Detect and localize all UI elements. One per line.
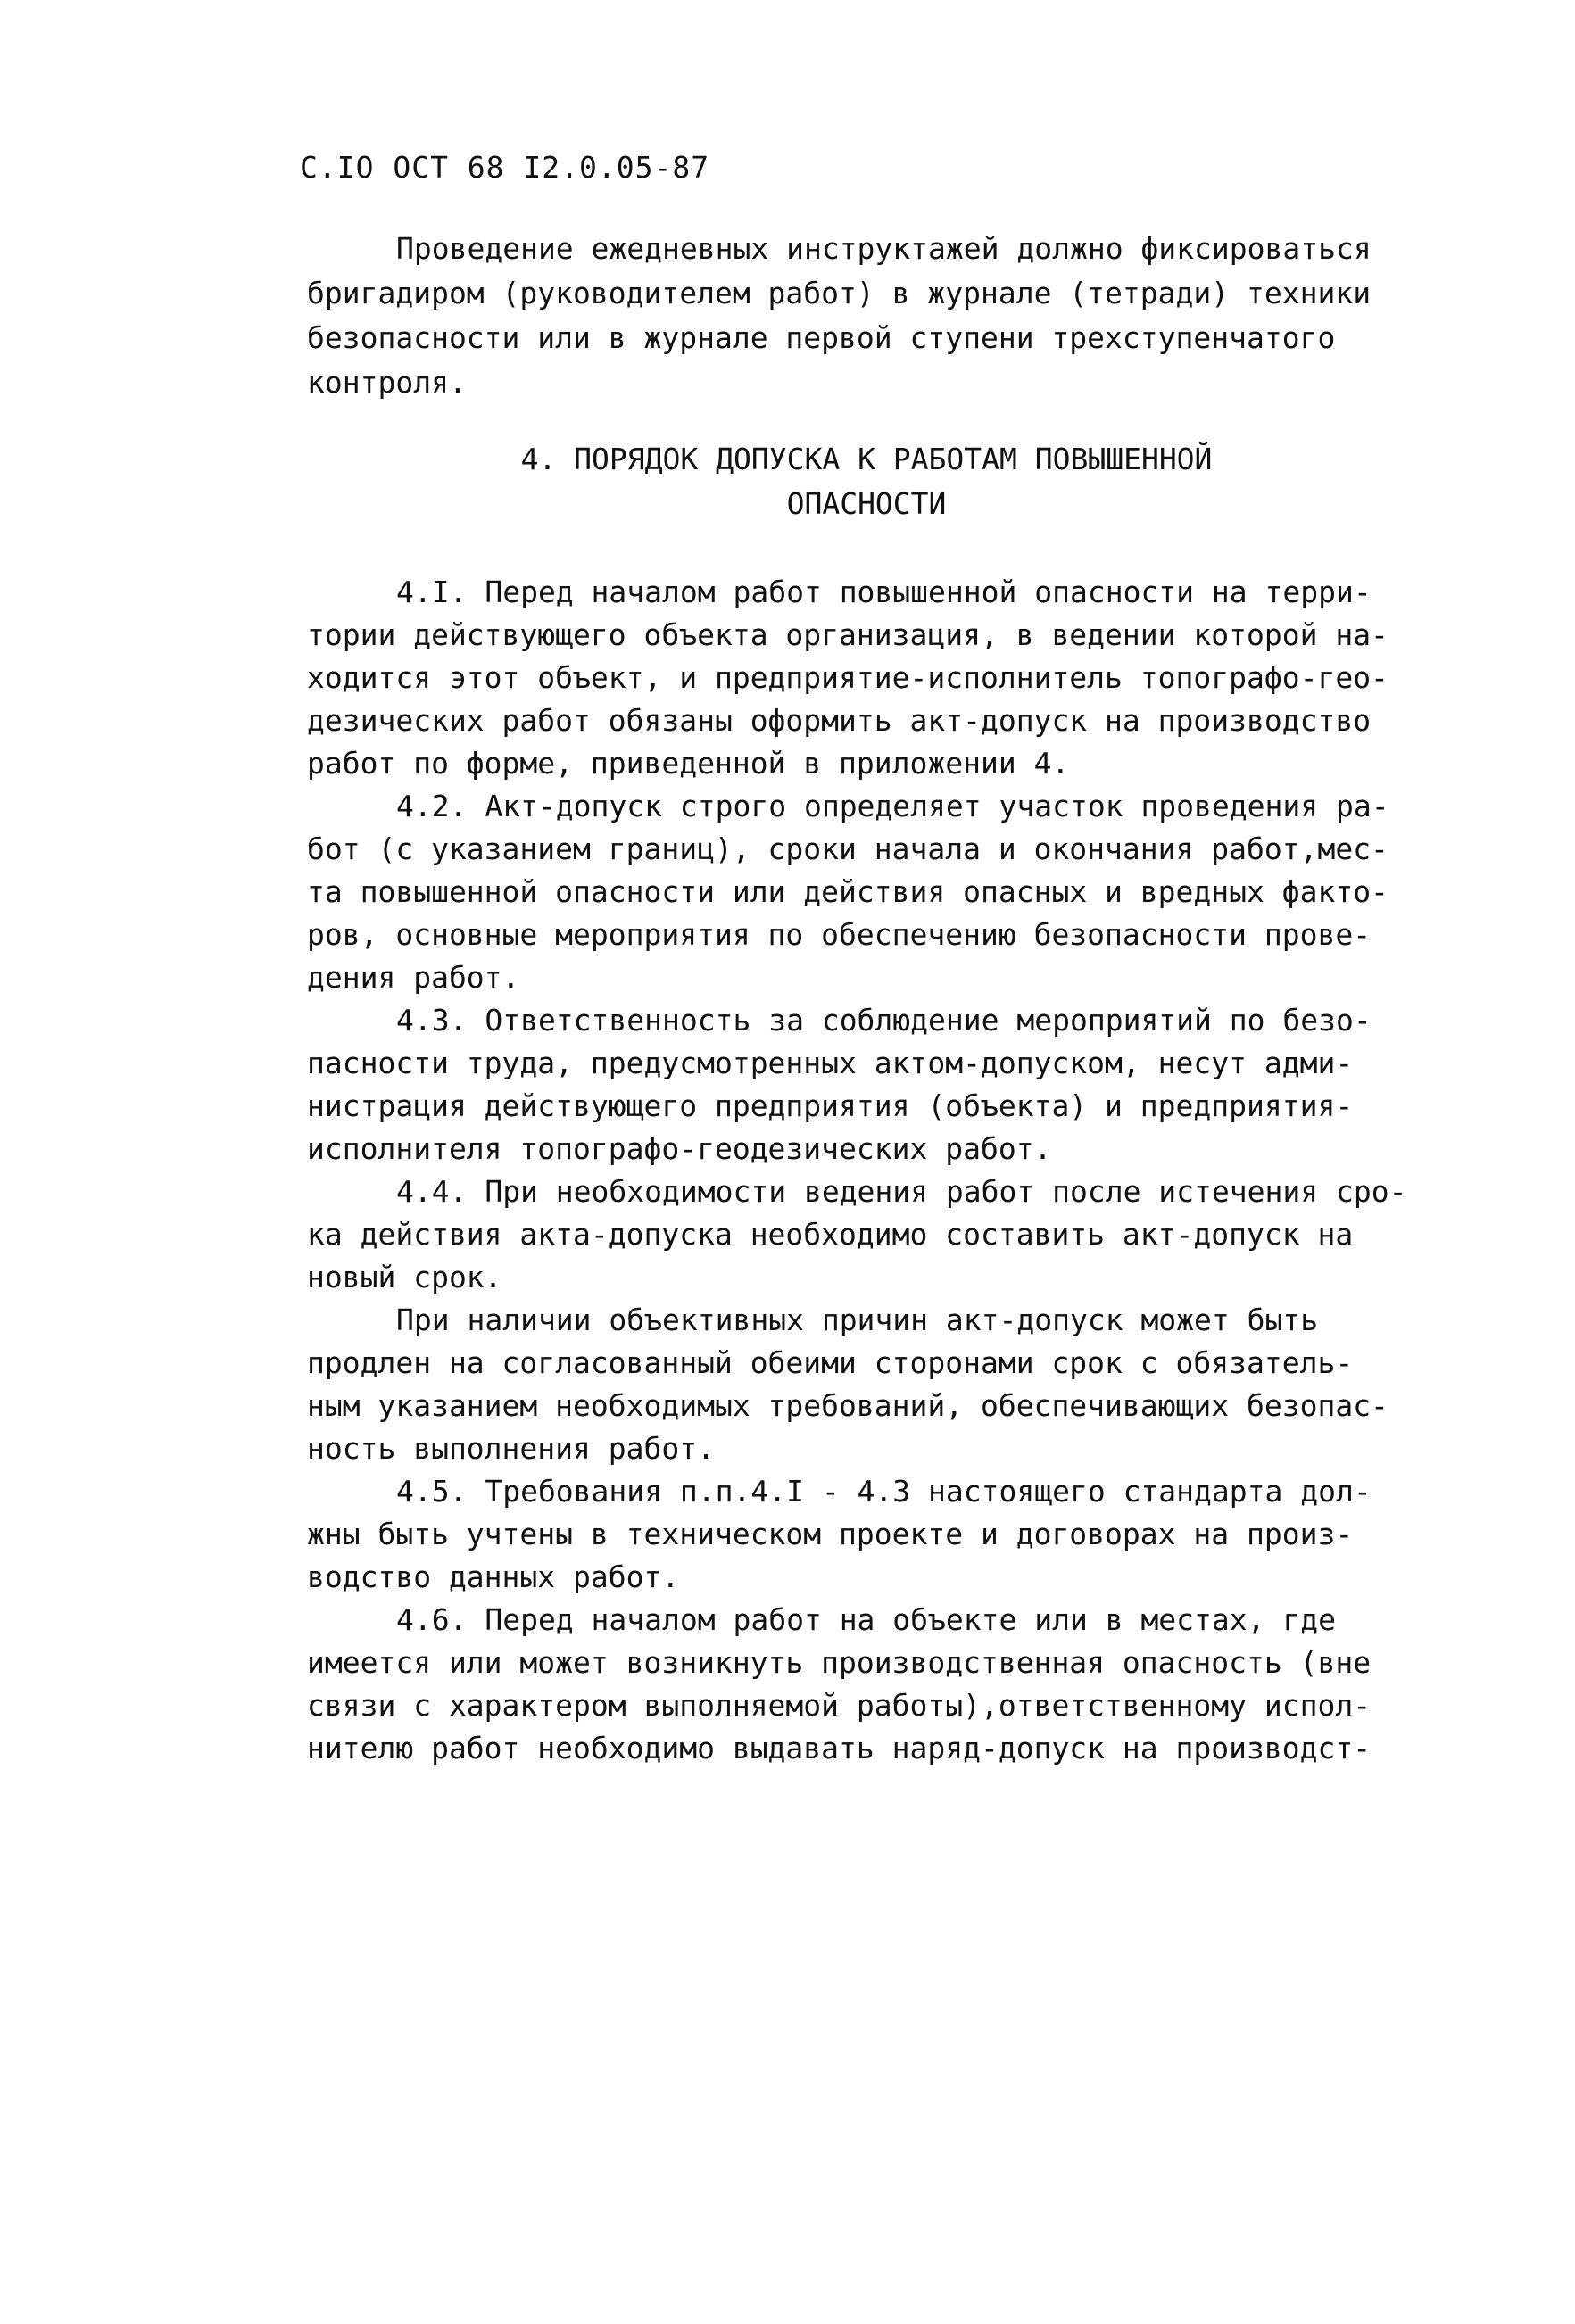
text-line: 4.3. Ответственность за соблюдение мероприятий по безо- bbox=[396, 1003, 1372, 1038]
text-line: пасности труда, предусмотренных актом-допуском, несут адми- bbox=[307, 1046, 1354, 1080]
page-header: С.IO ОСТ 68 I2.0.05-87 bbox=[300, 150, 710, 185]
text-line: бот (с указанием границ), сроки начала и окончания работ,мес- bbox=[307, 831, 1388, 866]
text-line: имеется или может возникнуть производственная опасность (вне bbox=[307, 1645, 1372, 1680]
text-line: 4.6. Перед началом работ на объекте или в местах, где bbox=[396, 1602, 1336, 1637]
section-title-line: 4. ПОРЯДОК ДОПУСКА К РАБОТАМ ПОВЫШЕННОЙ bbox=[520, 442, 1213, 476]
text-line: тории действующего объекта организация, в ведении которой на- bbox=[307, 617, 1388, 652]
text-line: дения работ. bbox=[307, 960, 520, 995]
section-title bbox=[300, 437, 1433, 526]
text-line: та повышенной опасности или действия опасных и вредных факто- bbox=[307, 874, 1388, 909]
text-line: При наличии объективных причин акт-допуск может быть bbox=[396, 1303, 1319, 1337]
text-line: 4.4. При необходимости ведения работ после истечения сро- bbox=[396, 1174, 1407, 1209]
text-line: ным указанием необходимых требований, обеспечивающих безопас- bbox=[307, 1388, 1388, 1423]
text-line: водство данных работ. bbox=[307, 1559, 680, 1594]
text-line: ходится этот объект, и предприятие-исполнитель топографо-гео- bbox=[307, 660, 1388, 695]
text-line: связи с характером выполняемой работы),ответственному испол- bbox=[307, 1688, 1372, 1723]
text-line: дезических работ обязаны оформить акт-допуск на производство bbox=[307, 703, 1372, 738]
text-line: 4.5. Требования п.п.4.I - 4.3 настоящего стандарта дол- bbox=[396, 1474, 1372, 1509]
text-line: исполнителя топографо-геодезических работ. bbox=[307, 1131, 1052, 1166]
text-line: 4.I. Перед началом работ повышенной опасности на терри- bbox=[396, 575, 1372, 609]
text-line: продлен на согласованный обеими сторонами срок с обязатель- bbox=[307, 1345, 1354, 1380]
text-line: ность выполнения работ. bbox=[307, 1431, 715, 1466]
text-line: ка действия акта-допуска необходимо составить акт-допуск на bbox=[307, 1217, 1354, 1252]
text-line: Проведение ежедневных инструктажей должно фиксироваться bbox=[396, 231, 1372, 266]
text-line: жны быть учтены в техническом проекте и договорах на произ- bbox=[307, 1517, 1354, 1551]
text-line: безопасности или в журнале первой ступени трехступенчатого bbox=[307, 320, 1336, 355]
text-line: новый срок. bbox=[307, 1260, 502, 1294]
text-line: контроля. bbox=[307, 365, 467, 400]
text-line: бригадиром (руководителем работ) в журнале (тетради) техники bbox=[307, 276, 1372, 310]
text-line: нистрация действующего предприятия (объекта) и предприятия- bbox=[307, 1088, 1354, 1123]
text-line: 4.2. Акт-допуск строго определяет участок проведения ра- bbox=[396, 789, 1389, 823]
text-line: ров, основные мероприятия по обеспечению безопасности прове- bbox=[307, 917, 1372, 952]
text-line: работ по форме, приведенной в приложении 4. bbox=[307, 746, 1070, 781]
section-title-line: ОПАСНОСТИ bbox=[786, 486, 947, 521]
text-line: нителю работ необходимо выдавать наряд-допуск на производст- bbox=[307, 1731, 1372, 1766]
